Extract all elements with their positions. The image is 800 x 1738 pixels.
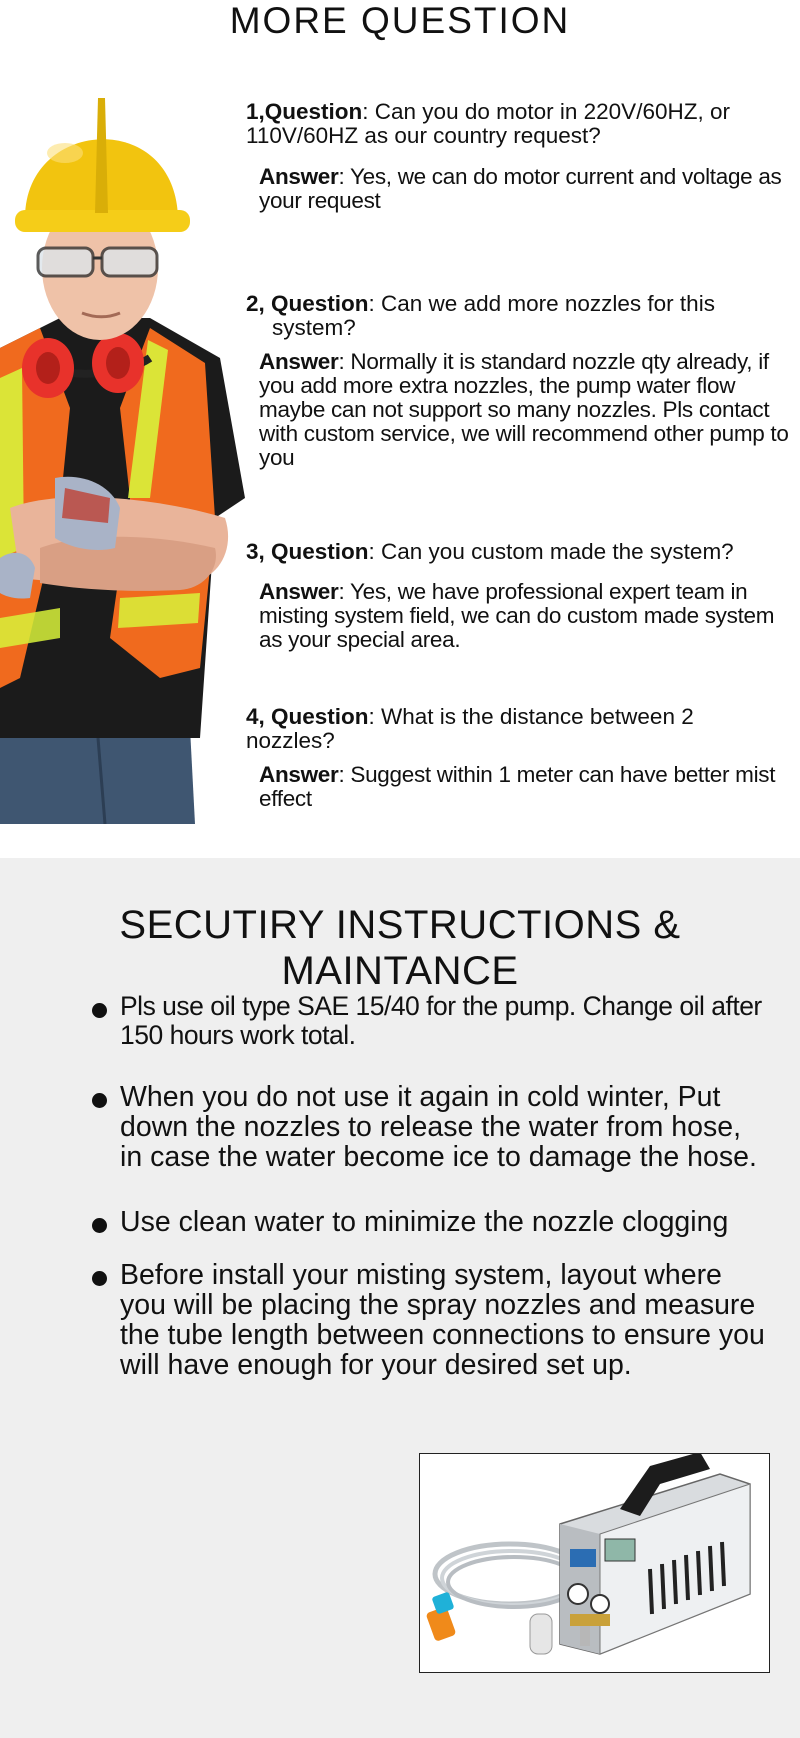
faq-section bbox=[0, 0, 800, 858]
faq-item-3 bbox=[246, 540, 791, 652]
faq-item-2 bbox=[246, 292, 791, 470]
question-label: 3, Question bbox=[246, 539, 369, 564]
question bbox=[246, 705, 791, 753]
answer bbox=[246, 165, 791, 213]
question-label: 2, Question bbox=[246, 291, 369, 316]
instruction-item: Before install your misting system, layout where you will be placing the spray nozzles and measure the tube length between connections to ensure you will have enough for your desired set up. bbox=[88, 1260, 768, 1380]
instruction-item: When you do not use it again in cold winter, Put down the nozzles to release the water from hose, in case the water become ice to damage the hose. bbox=[88, 1082, 768, 1172]
question-text: : What is the distance between 2 bbox=[368, 704, 694, 729]
question-text-cont: nozzles? bbox=[246, 728, 335, 753]
faq-item-4 bbox=[246, 705, 791, 811]
answer bbox=[246, 580, 791, 652]
question-text: : Can you custom made the system? bbox=[368, 539, 734, 564]
answer-text: : Suggest within 1 meter can have better mist effect bbox=[259, 762, 776, 811]
bullet-dot-icon bbox=[92, 1093, 107, 1108]
answer-label: Answer bbox=[259, 164, 339, 189]
answer-label: Answer bbox=[259, 349, 339, 374]
question bbox=[246, 292, 791, 340]
pump-machine-image bbox=[420, 1454, 769, 1672]
instruction-item: Use clean water to minimize the nozzle clogging bbox=[88, 1207, 768, 1237]
question-text-cont: system? bbox=[272, 315, 356, 340]
question-text: : Can we add more nozzles for this bbox=[368, 291, 715, 316]
faq-item-1 bbox=[246, 100, 791, 213]
question-text-cont: 110V/60HZ as our country request? bbox=[246, 123, 601, 148]
question-label: 4, Question bbox=[246, 704, 369, 729]
bullet-dot-icon bbox=[92, 1271, 107, 1286]
instructions-title: SECUTIRY INSTRUCTIONS & MAINTANCE bbox=[119, 903, 681, 993]
bullet-dot-icon bbox=[92, 1003, 107, 1018]
instruction-item: Pls use oil type SAE 15/40 for the pump. Change oil after 150 hours work total. bbox=[88, 992, 768, 1050]
bullet-dot-icon bbox=[92, 1218, 107, 1233]
product-image-frame bbox=[419, 1453, 770, 1673]
faq-title: MORE QUESTION bbox=[229, 0, 571, 41]
question-text: : Can you do motor in 220V/60HZ, or bbox=[362, 99, 730, 124]
answer-text: : Normally it is standard nozzle qty already, if you add more extra nozzles, the pump water flow maybe can not support so many nozzles. Pls contact with custom service, we will recommend other pump to you bbox=[259, 349, 789, 470]
question-label: 1,Question bbox=[246, 99, 363, 124]
answer bbox=[246, 350, 791, 470]
answer-label: Answer bbox=[259, 579, 339, 604]
question bbox=[246, 100, 791, 148]
answer-text: : Yes, we can do motor current and voltage as your request bbox=[259, 164, 782, 213]
answer-text: : Yes, we have professional expert team in misting system field, we can do custom made system as your special area. bbox=[259, 579, 775, 652]
answer bbox=[246, 763, 791, 811]
worker-image bbox=[0, 78, 255, 824]
question bbox=[246, 540, 791, 564]
answer-label: Answer bbox=[259, 762, 339, 787]
